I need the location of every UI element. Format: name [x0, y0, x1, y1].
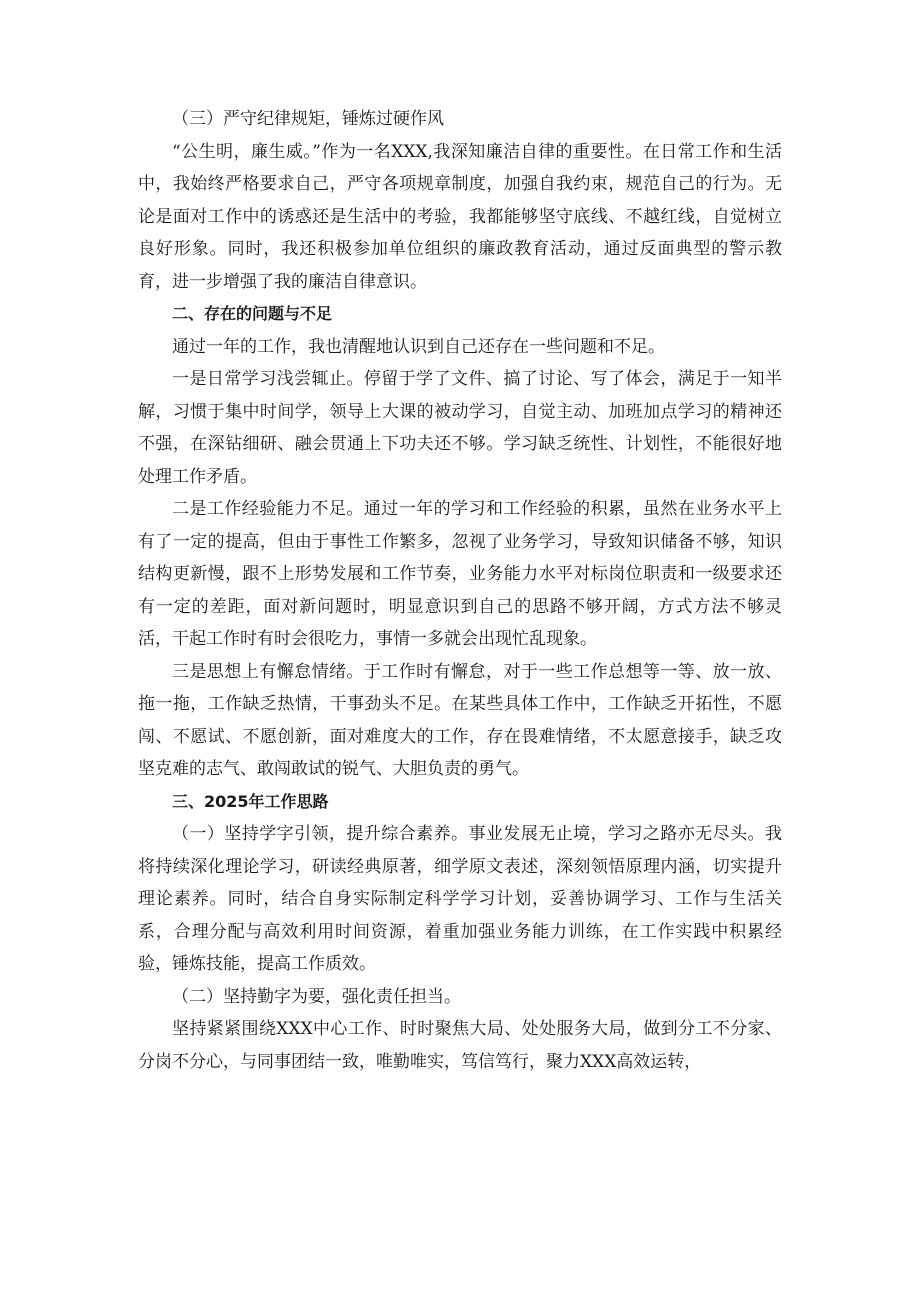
document-body — [138, 103, 782, 1078]
paragraph-problem-ability: 二是工作经验能力不足。通过一年的学习和工作经验的积累，虽然在业务水平上有了一定的提高，但由于事性工作繁多，忽视了业务学习，导致知识储备不够，知识结构更新慢，跟不上形势发展和工作节奏，业务能力水平对标岗位职责和一级要求还有一定的差距，面对新问题时，明显意识到自己的思路不够开阔，方式方法不够灵活，干起工作时有时会很吃力，事情一多就会出现忙乱现象。 — [138, 499, 782, 649]
paragraph-problems-intro: 通过一年的工作，我也清醒地认识到自己还存在一些问题和不足。 — [172, 336, 665, 357]
paragraph-problem-study: 一是日常学习浅尝辄止。停留于学了文件、搞了讨论、写了体会，满足于一知半解，习惯于集中时间学，领导上大课的被动学习，自觉主动、加班加点学习的精神还不强，在深钻细研、融会贯通上下功夫还不够。学习缺乏统性、计划性，不能很好地处理工作矛盾。 — [138, 369, 782, 487]
paragraph-problem-attitude: 三是思想上有懈怠情绪。于工作时有懈怠，对于一些工作总想等一等、放一放、拖一拖，工作缺乏热情，干事劲头不足。在某些具体工作中，工作缺乏开拓性，不愿闯、不愿试、不愿创新，面对难度大的工作，存在畏难情绪，不太愿意接手，缺乏攻坚克难的志气、敢闯敢试的锐气、大胆负责的勇气。 — [138, 661, 782, 779]
section-heading-2025-plan: 三、2025年工作思路 — [172, 791, 329, 811]
subsection-title-diligence: （二）坚持勤字为要，强化责任担当。 — [172, 986, 461, 1007]
paragraph-integrity: “公生明，廉生威。”作为一名XXX,我深知廉洁自律的重要性。在日常工作和生活中，我始终严格要求自己，严守各项规章制度，加强自我约束，规范自己的行为。无论是面对工作中的诱惑还是生活中的考验，我都能够坚守底线、不越红线，自觉树立良好形象。同时，我还积极参加单位组织的廉政教育活动，通过反面典型的警示教育，进一步增强了我的廉洁自律意识。 — [138, 141, 782, 292]
section-heading-problems: 二、存在的问题与不足 — [172, 304, 333, 323]
subsection-title-discipline: （三）严守纪律规矩，锤炼过硬作风 — [172, 109, 444, 129]
paragraph-plan-diligence: 坚持紧紧围绕XXX中心工作、时时聚焦大局、处处服务大局，做到分工不分家、分岗不分心，与同事团结一致，唯勤唯实，笃信笃行，聚力XXX高效运转， — [138, 1019, 782, 1072]
paragraph-plan-study: （一）坚持学字引领，提升综合素养。事业发展无止境，学习之路亦无尽头。我将持续深化理论学习，研读经典原著，细学原文表述，深刻领悟原理内涵，切实提升理论素养。同时，结合自身实际制定科学学习计划，妥善协调学习、工作与生活关系，合理分配与高效利用时间资源，着重加强业务能力训练，在工作实践中积累经验，锤炼技能，提高工作质效。 — [138, 824, 782, 974]
